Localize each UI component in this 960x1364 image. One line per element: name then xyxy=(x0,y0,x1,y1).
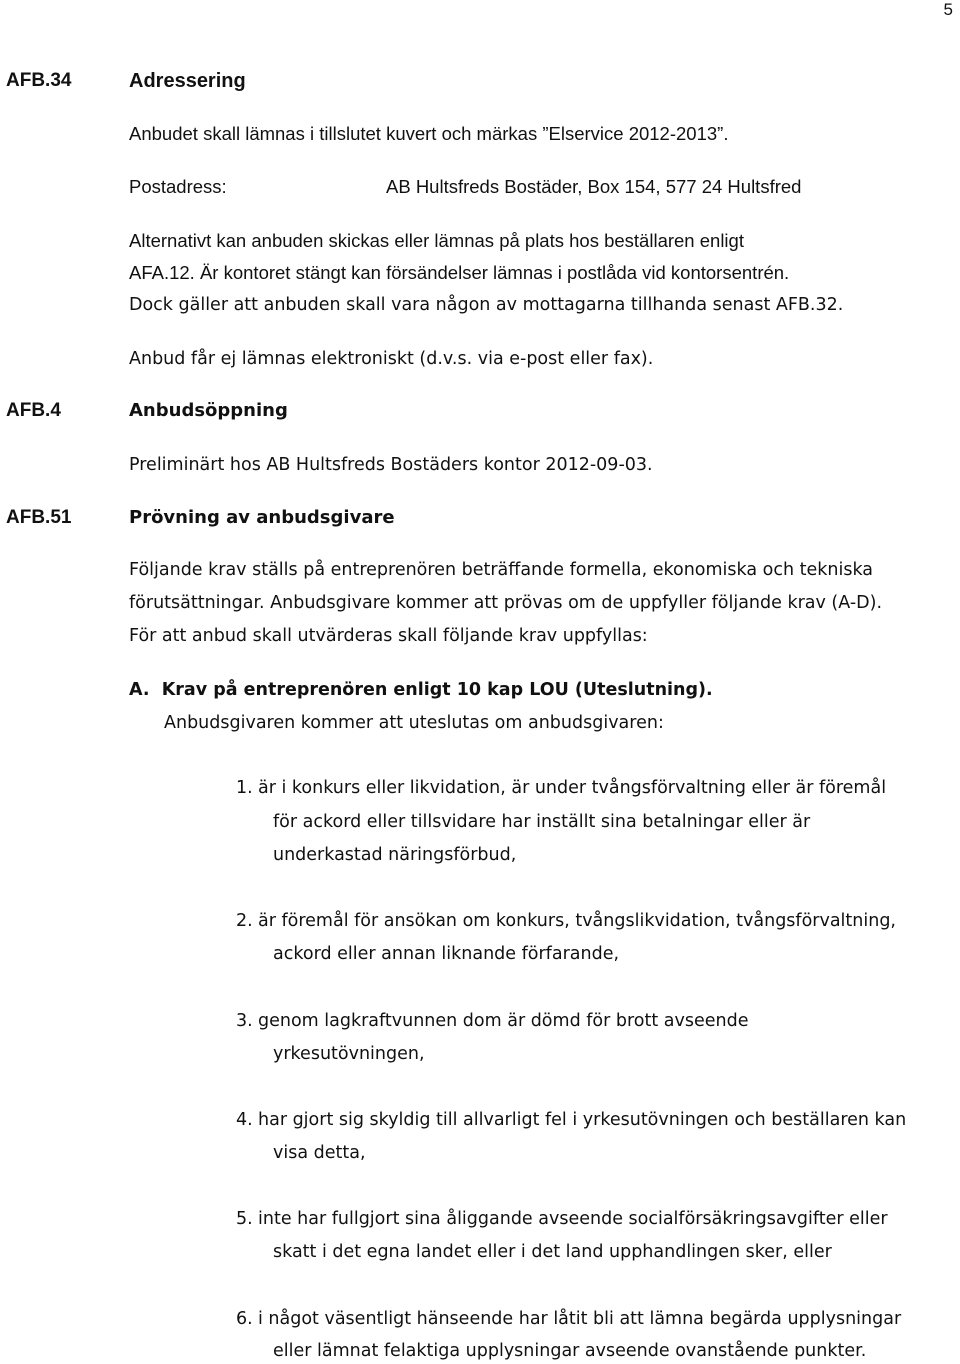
list-item-line: har gjort sig skyldig till allvarligt fel i yrkesutövningen och beställaren kan xyxy=(258,1110,907,1130)
section-heading-adressering: Adressering xyxy=(129,70,246,92)
opening-date-text: Preliminärt hos AB Hultsfreds Bostäders kontor 2012-09-03. xyxy=(129,455,653,475)
list-item-line: underkastad näringsförbud, xyxy=(273,845,517,865)
list-item-line: yrkesutövningen, xyxy=(273,1044,425,1064)
list-item-line: skatt i det egna landet eller i det land upphandlingen sker, eller xyxy=(273,1242,832,1262)
requirements-line-3: För att anbud skall utvärderas skall följande krav uppfyllas: xyxy=(129,626,648,646)
postal-label: Postadress: xyxy=(129,176,227,197)
page-number: 5 xyxy=(943,0,953,19)
alternative-line-1: Alternativt kan anbuden skickas eller lämnas på plats hos beställaren enligt xyxy=(129,230,744,251)
list-item-number: 3. xyxy=(236,1011,253,1031)
list-item-number: 1. xyxy=(236,778,253,798)
subsection-heading-a: A. Krav på entreprenören enligt 10 kap LOU (Uteslutning). xyxy=(129,680,713,700)
list-item-number: 2. xyxy=(236,911,253,931)
alternative-line-2: AFA.12. Är kontoret stängt kan försändelser lämnas i postlåda vid kontorsentrén. xyxy=(129,262,790,283)
section-code-afb51: AFB.51 xyxy=(6,507,72,528)
electronic-note: Anbud får ej lämnas elektroniskt (d.v.s. via e-post eller fax). xyxy=(129,349,654,369)
section-heading-provning: Prövning av anbudsgivare xyxy=(129,507,395,528)
list-item-number: 4. xyxy=(236,1110,253,1130)
list-item-line: genom lagkraftvunnen dom är dömd för brott avseende xyxy=(258,1011,749,1031)
list-item-line: i något väsentligt hänseende har låtit bli att lämna begärda upplysningar xyxy=(258,1309,902,1329)
section-code-afb4: AFB.4 xyxy=(6,400,61,421)
list-item-line: är i konkurs eller likvidation, är under tvångsförvaltning eller är föremål xyxy=(258,778,887,798)
exclusion-intro: Anbudsgivaren kommer att uteslutas om anbudsgivaren: xyxy=(164,713,664,733)
requirements-line-2: förutsättningar. Anbudsgivare kommer att prövas om de uppfyller följande krav (A-D). xyxy=(129,593,883,613)
section-code-afb34: AFB.34 xyxy=(6,70,72,91)
list-item-line: är föremål för ansökan om konkurs, tvångslikvidation, tvångsförvaltning, xyxy=(258,911,896,931)
list-item-line: för ackord eller tillsvidare har inställt sina betalningar eller är xyxy=(273,812,811,832)
list-item-line: eller lämnat felaktiga upplysningar avseende ovanstående punkter. xyxy=(273,1341,867,1361)
list-item-line: ackord eller annan liknande förfarande, xyxy=(273,944,620,964)
requirements-line-1: Följande krav ställs på entreprenören beträffande formella, ekonomiska och tekniska xyxy=(129,560,874,580)
list-item-number: 6. xyxy=(236,1309,253,1329)
deadline-line: Dock gäller att anbuden skall vara någon av mottagarna tillhanda senast AFB.32. xyxy=(129,295,844,315)
list-item-number: 5. xyxy=(236,1209,253,1229)
list-item-line: visa detta, xyxy=(273,1143,366,1163)
section-heading-anbudsoppning: Anbudsöppning xyxy=(129,400,288,421)
postal-address: AB Hultsfreds Bostäder, Box 154, 577 24 Hultsfred xyxy=(386,176,802,197)
list-item-line: inte har fullgjort sina åliggande avseende socialförsäkringsavgifter eller xyxy=(258,1209,888,1229)
address-instruction: Anbudet skall lämnas i tillslutet kuvert och märkas ”Elservice 2012-2013”. xyxy=(129,123,729,144)
